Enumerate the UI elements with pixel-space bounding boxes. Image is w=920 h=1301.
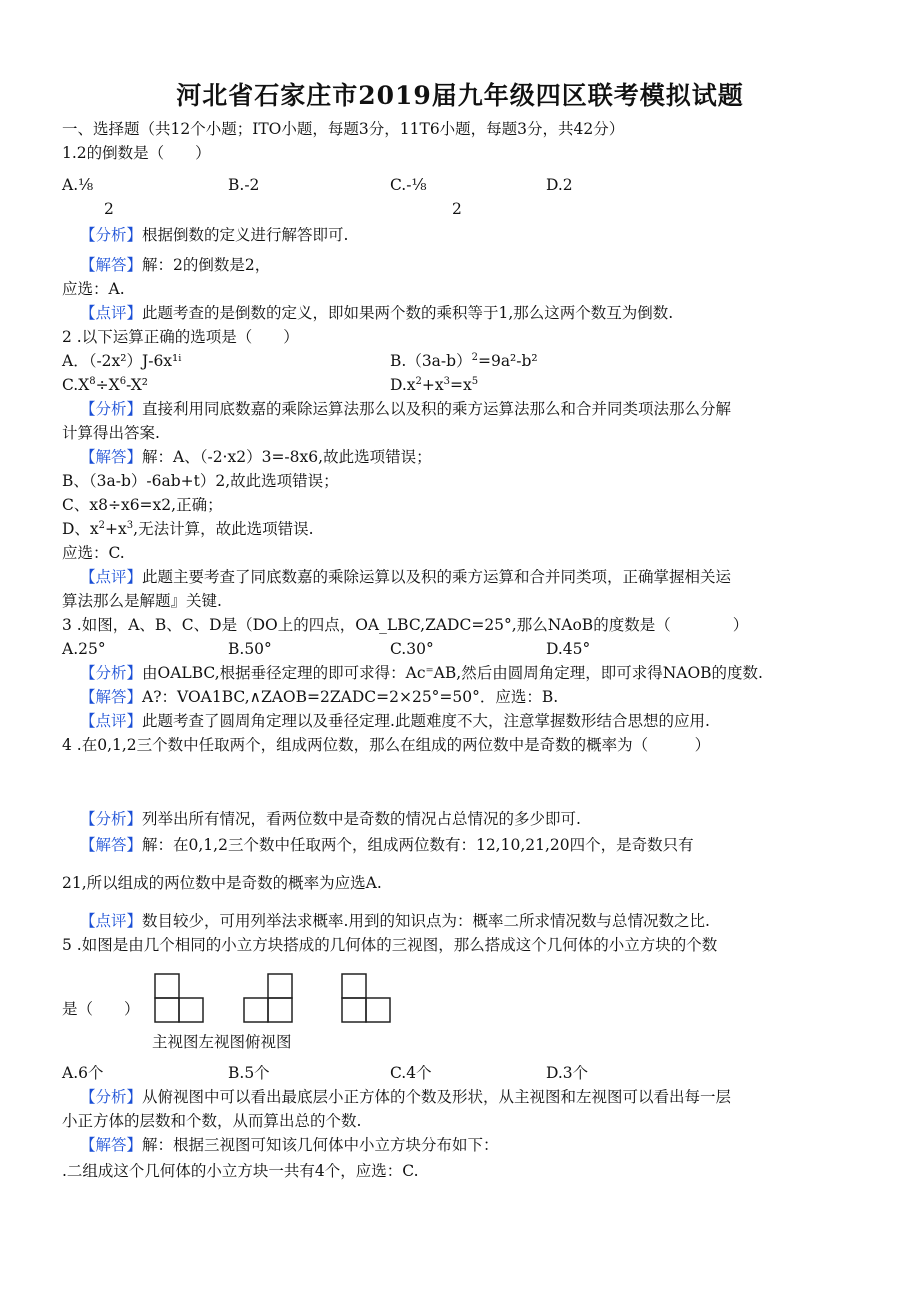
q2-option-c: $C.X^8\div X^6-X^2$: [62, 376, 148, 394]
answer-tag: 【解答】: [80, 836, 143, 854]
q5-analysis: [80, 1086, 731, 1108]
analysis-text: 直接利用同底数嘉的乘除运算法那么以及积的乘方运算法那么和合并同类项法那么分解: [142, 400, 732, 418]
answer-tag: 【解答】: [80, 688, 143, 706]
comment-tag: 【点评】: [80, 912, 143, 930]
q1-stem: 1.2的倒数是（ ）: [62, 144, 211, 162]
comment-tag: 【点评】: [80, 304, 143, 322]
q5-answer-cont: .二组成这个几何体的小立方块一共有4个，应选：C.: [62, 1162, 419, 1180]
comment-tag: 【点评】: [80, 712, 143, 730]
q5-option-a: A.6个: [62, 1064, 104, 1082]
q2-option-d: $D.x^2+x^3=x^5$: [390, 376, 479, 394]
three-views-caption: 主视图左视图俯视图: [152, 1033, 292, 1051]
q1-option-b: B.-2: [228, 176, 260, 194]
comment-text: 此题考查了圆周角定理以及垂径定理.此题难度不大，注意掌握数形结合思想的应用.: [142, 712, 710, 730]
q2-stem: 2 .以下运算正确的选项是（ ）: [62, 328, 299, 346]
answer-tag: 【解答】: [80, 1136, 143, 1154]
q2-answer: [80, 446, 432, 468]
q4-stem: 4 .在0,1,2三个数中任取两个，组成两位数，那么在组成的两位数中是奇数的概率为（ ）: [62, 736, 711, 754]
q1-option-a: A.⅛: [62, 176, 94, 194]
q3-stem: 3 .如图，A、B、C、D是（DO上的四点，OA_LBC,ZADC=25°,那么NAoB的度数是（ ）: [62, 616, 749, 634]
q1-option-d: D.2: [546, 176, 573, 194]
q3-option-a: A.25°: [62, 640, 106, 658]
analysis-tag: 【分析】: [80, 226, 143, 244]
answer-text: 解：在0,1,2三个数中任取两个，组成两位数有：12,10,21,20四个，是奇数只有: [142, 836, 694, 854]
q2-option-b: $B.(3a-b)^2=9a^2-b^2$: [390, 352, 538, 370]
q3-comment: [80, 710, 710, 732]
answer-tag: 【解答】: [80, 256, 143, 274]
q3-option-c: C.30°: [390, 640, 434, 658]
q4-analysis: [80, 808, 581, 830]
analysis-text: 由OALBC,根据垂径定理的即可求得：Ac⁼AB,然后由圆周角定理，即可求得NAOB的度数.: [142, 664, 763, 682]
q5-option-d: D.3个: [546, 1064, 589, 1082]
q3-option-b: B.50°: [228, 640, 272, 658]
comment-text: 数目较少，可用列举法求概率.用到的知识点为：概率二所求情况数与总情况数之比.: [142, 912, 710, 930]
analysis-text: 从俯视图中可以看出最底层小正方体的个数及形状，从主视图和左视图可以看出每一层: [142, 1088, 732, 1106]
q2-option-a: A．（-2x²）J-6x¹ⁱ: [62, 352, 182, 370]
answer-tag: 【解答】: [80, 448, 143, 466]
side-view-icon: [244, 974, 292, 1022]
section-heading: 一、选择题（共12个小题；ITO小题，每题3分，11T6小题，每题3分，共42分）: [62, 120, 625, 138]
q5-option-b: B.5个: [228, 1064, 270, 1082]
q2-comment: [80, 566, 731, 588]
comment-text: 此题考查的是倒数的定义，即如果两个数的乘积等于1,那么这两个数互为倒数.: [142, 304, 674, 322]
answer-text: 解：A、（-2·x2）3=-8x6,故此选项错误；: [142, 448, 432, 466]
q5-stem: 5 .如图是由几个相同的小立方块搭成的几何体的三视图，那么搭成这个几何体的小立方块的个数: [62, 936, 718, 954]
q3-option-d: D.45°: [546, 640, 591, 658]
q1-analysis: [80, 224, 348, 246]
q5-answer: [80, 1134, 499, 1156]
q2-choice: 应选：C.: [62, 544, 125, 562]
q4-comment: [80, 910, 710, 932]
analysis-tag: 【分析】: [80, 1088, 143, 1106]
q1-option-c: C.-⅛: [390, 176, 427, 194]
answer-text: 解：根据三视图可知该几何体中小立方块分布如下：: [142, 1136, 499, 1154]
page-title: 河北省石家庄市2019届九年级四区联考模拟试题: [176, 81, 744, 110]
q2-analysis-cont: 计算得出答案.: [62, 424, 160, 442]
q3-answer: [80, 686, 558, 708]
comment-tag: 【点评】: [80, 568, 143, 586]
q1-answer: [80, 254, 270, 276]
q3-analysis: [80, 662, 763, 684]
q1-option-c-denominator: 2: [452, 200, 462, 218]
answer-text: A?：VOA1BC,∧ZAOB=2ZADC=2×25°=50°．应选：B.: [142, 688, 559, 706]
analysis-text: 根据倒数的定义进行解答即可.: [142, 226, 349, 244]
analysis-text: 列举出所有情况，看两位数中是奇数的情况占总情况的多少即可.: [142, 810, 581, 828]
q4-answer: [80, 834, 694, 856]
q1-option-a-denominator: 2: [104, 200, 114, 218]
q2-analysis: [80, 398, 731, 420]
q2-comment-cont: 算法那么是解题』关键.: [62, 592, 222, 610]
analysis-tag: 【分析】: [80, 810, 143, 828]
q1-comment: [80, 302, 673, 324]
q5-stem-cont: 是（ ）: [62, 1000, 140, 1018]
q2-answer-c: C、x8÷x6=x2,正确；: [62, 496, 223, 514]
q4-answer-cont: 21,所以组成的两位数中是奇数的概率为应选A.: [62, 874, 382, 892]
answer-text: 解：2的倒数是2，: [142, 256, 271, 274]
comment-text: 此题主要考查了同底数嘉的乘除运算以及积的乘方运算和合并同类项，正确掌握相关运: [142, 568, 732, 586]
front-view-icon: [155, 974, 203, 1022]
three-views-figure: [150, 972, 400, 1024]
q2-answer-b: B、（3a-b）-6ab+t）2,故此选项错误；: [62, 472, 339, 490]
q5-analysis-cont: 小正方体的层数和个数，从而算出总的个数.: [62, 1112, 362, 1130]
q1-choice: 应选：A.: [62, 280, 125, 298]
q5-option-c: C.4个: [390, 1064, 432, 1082]
analysis-tag: 【分析】: [80, 400, 143, 418]
top-view-icon: [342, 974, 390, 1022]
q2-answer-d: D、$x^2+x^3$,无法计算，故此选项错误.: [62, 520, 314, 538]
analysis-tag: 【分析】: [80, 664, 143, 682]
